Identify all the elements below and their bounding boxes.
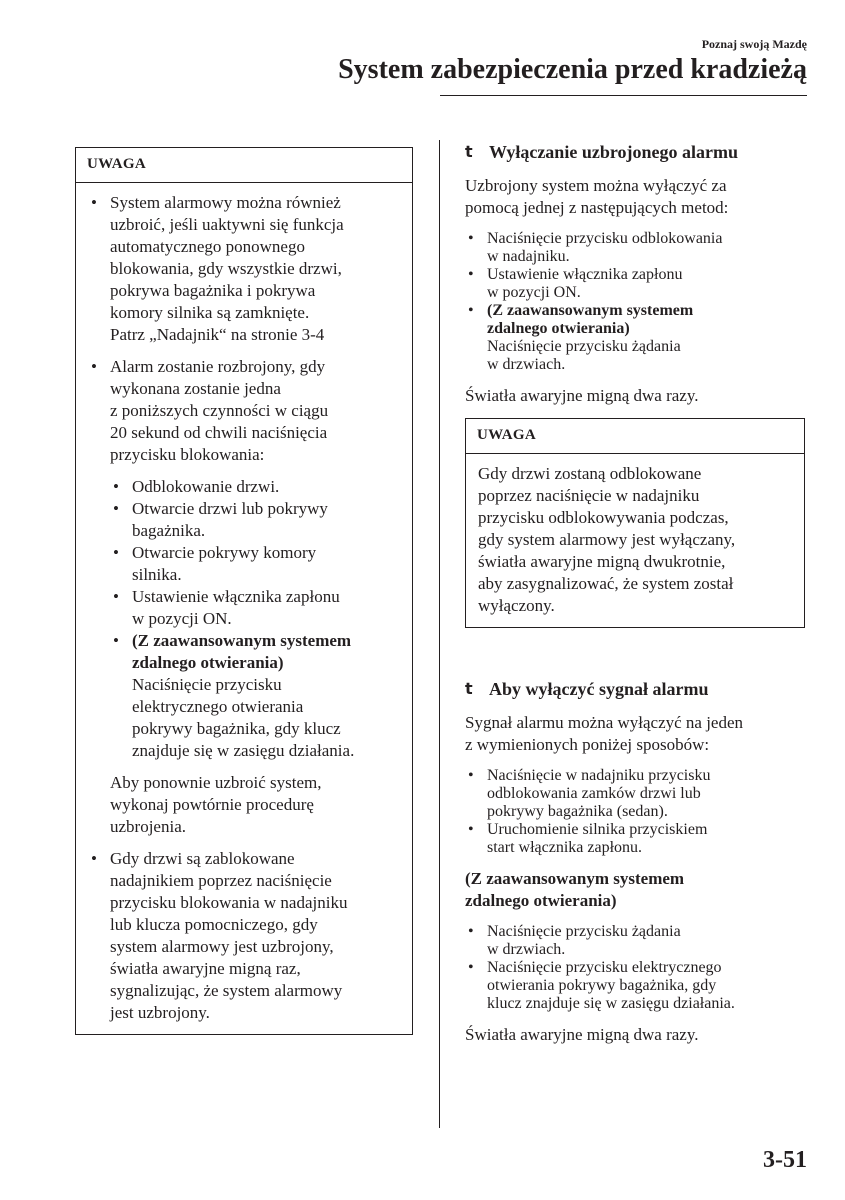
disarm-method-2 [465, 266, 805, 302]
text-line: przycisku odblokowywania podczas, [478, 508, 729, 527]
text-line: pokrywy bagażnika (sedan). [487, 803, 668, 820]
text-line: z poniższych czynności w ciągu [110, 401, 329, 420]
silence-advanced-list [465, 923, 805, 1013]
silence-methods-list [465, 767, 805, 857]
text-line: automatycznego ponownego [110, 237, 305, 256]
text-line: pokrywy bagażnika, gdy klucz [132, 719, 341, 738]
text-line: • (Z zaawansowanym systemem [132, 631, 352, 650]
section-title-silence: Aby wyłączyć sygnał alarmu [489, 679, 709, 699]
sub-item-3 [110, 542, 400, 586]
text-line: • Naciśnięcie przycisku żądania [487, 923, 681, 940]
text-line: • Uruchomienie silnika przyciskiem [487, 821, 708, 838]
text-line: • Otwarcie drzwi lub pokrywy [132, 499, 328, 518]
text-line: lub klucza pomocniczego, gdy [110, 915, 318, 934]
text-line: klucz znajduje się w zasięgu działania. [487, 995, 735, 1012]
left-note-bullet-1 [88, 192, 400, 346]
right-note-box [465, 418, 805, 628]
left-note-list [88, 192, 400, 1024]
text-line: • Otwarcie pokrywy komory [132, 543, 317, 562]
sub-item-5-bold [132, 630, 400, 674]
text-line: 20 sekund od chwili naciśnięcia [110, 423, 328, 442]
text-line: wykonana zostanie jedna [110, 379, 281, 398]
text-line: zdalnego otwierania) [487, 320, 630, 337]
left-column [75, 147, 413, 1035]
disarm-intro [465, 175, 805, 219]
sub-item-1 [110, 476, 400, 498]
text-line: pomocą jednej z następujących metod: [465, 198, 729, 217]
text-line: • Naciśnięcie przycisku odblokowania [487, 230, 723, 247]
text-line: w nadajniku. [487, 248, 570, 265]
text-line: światła awaryjne migną raz, [110, 959, 301, 978]
right-note-heading: UWAGA [466, 419, 804, 454]
text-line: • Odblokowanie drzwi. [132, 477, 280, 496]
left-note-bullet-2-text [110, 356, 400, 466]
text-line: zdalnego otwierania) [465, 891, 617, 910]
disarm-method-3 [465, 302, 805, 374]
text-line: pokrywa bagażnika i pokrywa [110, 281, 316, 300]
disarm-closing: Światła awaryjne migną dwa razy. [465, 386, 699, 405]
text-line: w pozycji ON. [487, 284, 581, 301]
text-line: (Z zaawansowanym systemem [465, 869, 685, 888]
text-line: Gdy drzwi zostaną odblokowane [478, 464, 702, 483]
text-line: • Ustawienie włącznika zapłonu [132, 587, 340, 606]
right-column [465, 140, 805, 1046]
silence-method-1 [465, 767, 805, 821]
text-line: start włącznika zapłonu. [487, 839, 643, 856]
text-line: przycisku blokowania: [110, 445, 265, 464]
page-title: System zabezpieczenia przed kradzieżą [338, 54, 807, 85]
text-line: Naciśnięcie przycisku [132, 675, 282, 694]
text-line: uzbroić, jeśli uaktywni się funkcja [110, 215, 344, 234]
text-line: w drzwiach. [487, 356, 566, 373]
left-note-box [75, 147, 413, 1035]
disarm-methods-list [465, 230, 805, 374]
rearm-paragraph [110, 772, 400, 838]
silence-method-4 [465, 959, 805, 1013]
right-note-body [466, 454, 804, 627]
text-line: Aby ponownie uzbroić system, [110, 773, 322, 792]
text-line: jest uzbrojony. [110, 1003, 210, 1022]
text-line: • Gdy drzwi są zablokowane [110, 849, 295, 868]
text-line: Sygnał alarmu można wyłączyć na jeden [465, 713, 744, 732]
silence-intro [465, 712, 805, 756]
section-heading-silence [465, 677, 805, 701]
header-rule [440, 95, 807, 96]
silence-method-3 [465, 923, 805, 959]
text-line: • Naciśnięcie przycisku elektrycznego [487, 959, 722, 976]
text-line: w drzwiach. [487, 941, 566, 958]
sub-item-5 [110, 630, 400, 762]
text-line: elektrycznego otwierania [132, 697, 304, 716]
disarm-method-1 [465, 230, 805, 266]
text-line: komory silnika są zamknięte. [110, 303, 310, 322]
left-note-heading: UWAGA [76, 148, 412, 183]
silence-advanced-heading [465, 868, 805, 912]
text-line: • Alarm zostanie rozbrojony, gdy [110, 357, 326, 376]
text-line: gdy system alarmowy jest wyłączany, [478, 530, 736, 549]
text-line: sygnalizując, że system alarmowy [110, 981, 343, 1000]
text-line: Patrz „Nadajnik“ na stronie 3-4 [110, 325, 325, 344]
text-line: Naciśnięcie przycisku żądania [487, 338, 681, 355]
text-line: • Ustawienie włącznika zapłonu [487, 266, 683, 283]
text-line: otwierania pokrywy bagażnika, gdy [487, 977, 717, 994]
disarm-method-3-text [487, 338, 805, 374]
section-title-disarm: Wyłączanie uzbrojonego alarmu [489, 142, 738, 162]
text-line: • System alarmowy można również [110, 193, 341, 212]
text-line: wykonaj powtórnie procedurę [110, 795, 314, 814]
silence-method-2 [465, 821, 805, 857]
text-line: przycisku blokowania w nadajniku [110, 893, 348, 912]
left-note-bullet-2 [88, 356, 400, 838]
text-line: znajduje się w zasięgu działania. [132, 741, 355, 760]
chapter-label: Poznaj swoją Mazdę [701, 37, 807, 51]
sub-item-4 [110, 586, 400, 630]
text-line: system alarmowy jest uzbrojony, [110, 937, 334, 956]
text-line: z wymienionych poniżej sposobów: [465, 735, 710, 754]
text-line: światła awaryjne migną dwukrotnie, [478, 552, 726, 571]
text-line: silnika. [132, 565, 182, 584]
text-line: • (Z zaawansowanym systemem [487, 302, 694, 319]
text-line: bagażnika. [132, 521, 206, 540]
text-line: poprzez naciśnięcie w nadajniku [478, 486, 700, 505]
page-number: 3-51 [763, 1147, 807, 1173]
text-line: w pozycji ON. [132, 609, 232, 628]
left-note-sublist [110, 476, 400, 762]
sub-item-5-text [132, 674, 400, 762]
section-marker-icon: t [465, 679, 473, 698]
text-line: nadajnikiem poprzez naciśnięcie [110, 871, 332, 890]
left-note-bullet-3 [88, 848, 400, 1024]
silence-closing: Światła awaryjne migną dwa razy. [465, 1025, 699, 1044]
disarm-method-3-bold [487, 302, 805, 338]
text-line: wyłączony. [478, 596, 555, 615]
text-line: aby zasygnalizować, że system został [478, 574, 734, 593]
text-line: blokowania, gdy wszystkie drzwi, [110, 259, 342, 278]
text-line: uzbrojenia. [110, 817, 186, 836]
text-line: • Naciśnięcie w nadajniku przycisku [487, 767, 711, 784]
text-line: zdalnego otwierania) [132, 653, 284, 672]
section-marker-icon: t [465, 142, 473, 161]
text-line: Uzbrojony system można wyłączyć za [465, 176, 727, 195]
sub-item-2 [110, 498, 400, 542]
section-heading-disarm [465, 140, 805, 164]
text-line: odblokowania zamków drzwi lub [487, 785, 701, 802]
left-note-body [76, 183, 412, 1034]
column-divider [439, 140, 440, 1128]
